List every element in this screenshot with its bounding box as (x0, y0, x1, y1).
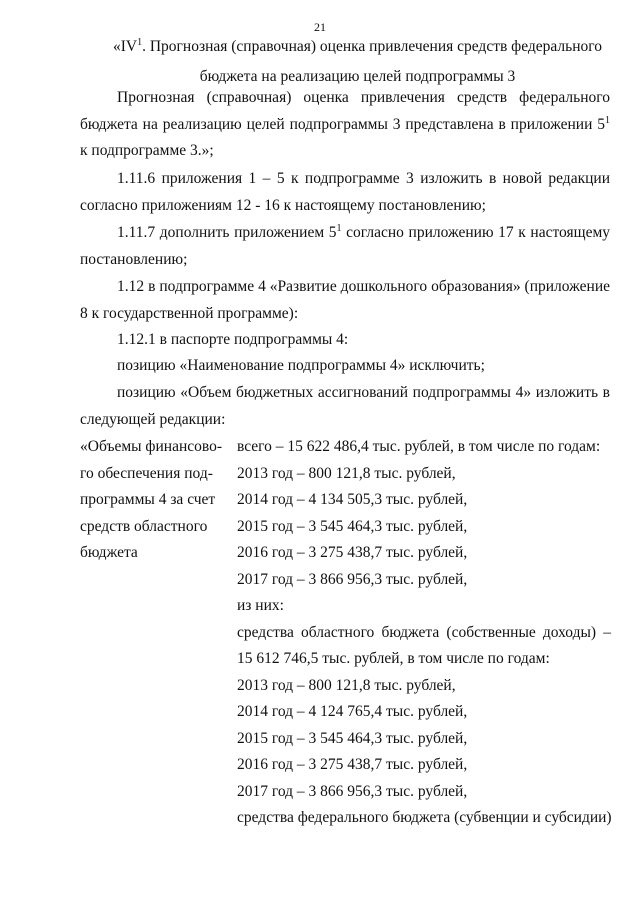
table-left-line: «Объемы финансово- (80, 438, 222, 455)
table-right-line: всего – 15 622 486,4 тыс. рублей, в том числе по годам: (237, 438, 601, 455)
paragraph-1-11-7: 1.11.7 дополнить приложением $5^1$ согласно приложению 17 к настоящему постановлению; (80, 222, 611, 268)
table-right-line: 2013 год – 800 121,8 тыс. рублей, (237, 464, 456, 482)
paragraph-exclude-position: позицию «Наименование подпрограммы 4» исключить; (117, 357, 485, 374)
paragraph-1-12: 1.12 в подпрограмме 4 «Развитие дошкольного образования» (приложение 8 к государственной программе): (80, 278, 610, 322)
table-right-line: 2017 год – 3 866 956,3 тыс. рублей, (237, 570, 468, 588)
table-left-line: средств областного (80, 517, 208, 535)
table-left-line: го обеспечения под- (80, 464, 213, 482)
table-right-column (237, 434, 611, 832)
section-heading-line1: «$IV^1$. Прогнозная (справочная) оценка привлечения средств федерального (112, 36, 602, 55)
table-right-line: средства федерального бюджета (субвенции и субсидии) (237, 809, 612, 826)
paragraph-1-12-1: 1.12.1 в паспорте подпрограммы 4: (117, 331, 349, 348)
table-right-line: 2015 год – 3 545 464,3 тыс. рублей, (237, 729, 468, 747)
table-right-line: из них: (237, 597, 284, 614)
table-left-column (80, 434, 230, 567)
table-right-line: 2016 год – 3 275 438,7 тыс. рублей, (237, 756, 468, 773)
section-heading-line2: бюджета на реализацию целей подпрограммы 3 (199, 68, 516, 85)
table-right-line: 2014 год – 4 124 765,4 тыс. рублей, (237, 703, 468, 720)
paragraph-1-11-6: 1.11.6 приложения 1 – 5 к подпрограмме 3 изложить в новой редакции согласно приложениям 12 - 16 к настоящему постановлению; (80, 170, 610, 214)
paragraph-replace-position: позицию «Объем бюджетных ассигнований подпрограммы 4» изложить в следующей редакции: (80, 384, 610, 428)
table-right-line: 2013 год – 800 121,8 тыс. рублей, (237, 676, 456, 694)
table-right-line: 2015 год – 3 545 464,3 тыс. рублей, (237, 517, 468, 535)
table-right-line: 2016 год – 3 275 438,7 тыс. рублей, (237, 544, 468, 561)
table-right-line: 2017 год – 3 866 956,3 тыс. рублей, (237, 782, 468, 800)
page-number: 21 (314, 20, 326, 34)
table-left-line: бюджета (80, 544, 138, 561)
table-left-line: программы 4 за счет (80, 491, 216, 508)
paragraph-forecast: Прогнозная (справочная) оценка привлечения средств федерального бюджета на реализацию целей подпрограммы 3 представлена в приложении $5^1$ к подпрограмме 3.»; (80, 89, 610, 159)
table-right-line: 2014 год – 4 134 505,3 тыс. рублей, (237, 491, 468, 508)
table-right-line: средства областного бюджета (собственные доходы) – 15 612 746,5 тыс. рублей, в том числе по годам: (237, 623, 611, 667)
